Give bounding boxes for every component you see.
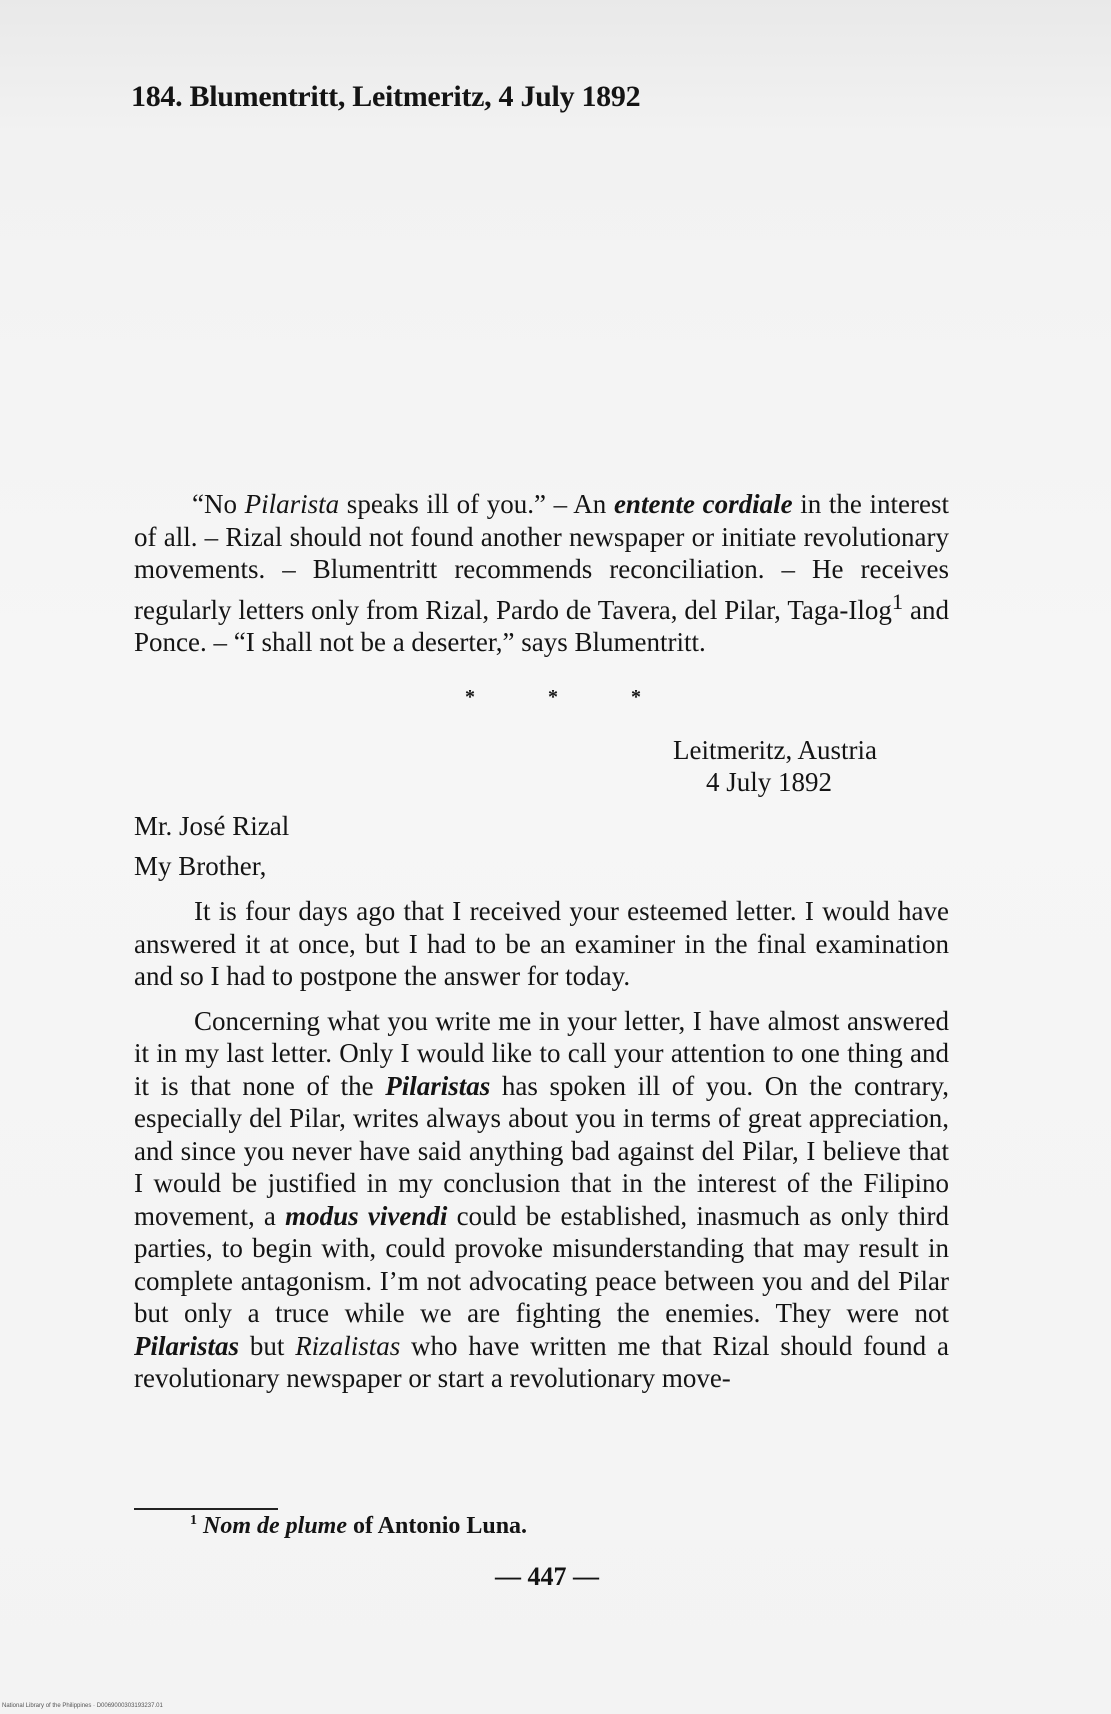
greeting: My Brother,	[134, 851, 267, 881]
addressee: Mr. José Rizal	[134, 811, 290, 841]
section-separator: * * *	[465, 686, 675, 708]
body-paragraph-1: It is four days ago that I received your esteemed letter. I would have answered it at once, but I had to be an examiner in the final examination and so I had to postpone the answer for today.	[134, 896, 949, 991]
summary-text-end: and Ponce. – “I shall not be a deserter,” says Blumentritt.	[134, 594, 949, 657]
summary-term-pilarista: Pilarista	[244, 489, 340, 519]
p2-term-modus-vivendi: modus vivendi	[285, 1200, 448, 1231]
footnote-mark: 1	[190, 1513, 197, 1528]
p2-text-b: has spoken ill of you. On the contrary, especially del Pilar, writes always about you in terms of great appreciation, and since you never have said anything bad against del Pilar, I believe that I would be justified in my conclusion that in the interest of the Filipino movement, a	[134, 1070, 949, 1231]
letter-body	[134, 895, 949, 1407]
letter-heading: 184. Blumentritt, Leitmeritz, 4 July 1892	[131, 80, 641, 113]
scan-colophon: National Library of the Philippines · D0069000303193237.01	[2, 1703, 163, 1709]
summary-quote-open: “No	[192, 489, 245, 519]
summary-quote-rest: speaks ill of you.” – An	[339, 489, 614, 519]
letter-salutation	[134, 806, 289, 886]
summary-term-entente: entente cordiale	[613, 489, 793, 519]
p2-text-c: could be established, inasmuch as only third parties, to begin with, could provoke misunderstanding that may result in complete antagonism. I’m not advocating peace between you and del Pilar but only a truce while we are fighting the enemies. They were not	[134, 1200, 950, 1328]
footnote-text: of Antonio Luna.	[347, 1513, 528, 1539]
p2-text-e: who have written me that Rizal should found a revolutionary newspaper or start a revolutionary move-	[134, 1330, 949, 1393]
p2-term-pilaristas-2: Pilaristas	[134, 1330, 240, 1361]
footnote	[190, 1513, 527, 1540]
p2-term-rizalistas: Rizalistas	[295, 1330, 401, 1361]
page-number: — 447 —	[495, 1562, 599, 1591]
dateline-place: Leitmeritz, Austria	[673, 735, 877, 765]
letter-dateline	[673, 734, 933, 798]
p2-text-d: but	[239, 1330, 296, 1361]
p2-text-a: Concerning what you write me in your letter, I have almost answered it in my last letter. Only I would like to call your attention to one thing and it is that none of the	[134, 1005, 949, 1101]
summary-text: in the interest of all. – Rizal should not found another newspaper or initiate revolutionary movements. – Blumentritt recommends reconciliation. – He receives regularly letters only from Rizal, Pardo de Tavera, del Pilar, Taga-Ilog	[134, 489, 949, 625]
letter-summary	[134, 488, 949, 659]
footnote-term: Nom de plume	[203, 1513, 347, 1539]
dateline-date: 4 July 1892	[706, 767, 833, 797]
footnote-rule	[134, 1508, 278, 1510]
summary-footnote-mark: 1	[891, 588, 904, 614]
body-paragraph-2	[134, 1005, 949, 1395]
p2-term-pilaristas: Pilaristas	[385, 1070, 491, 1101]
